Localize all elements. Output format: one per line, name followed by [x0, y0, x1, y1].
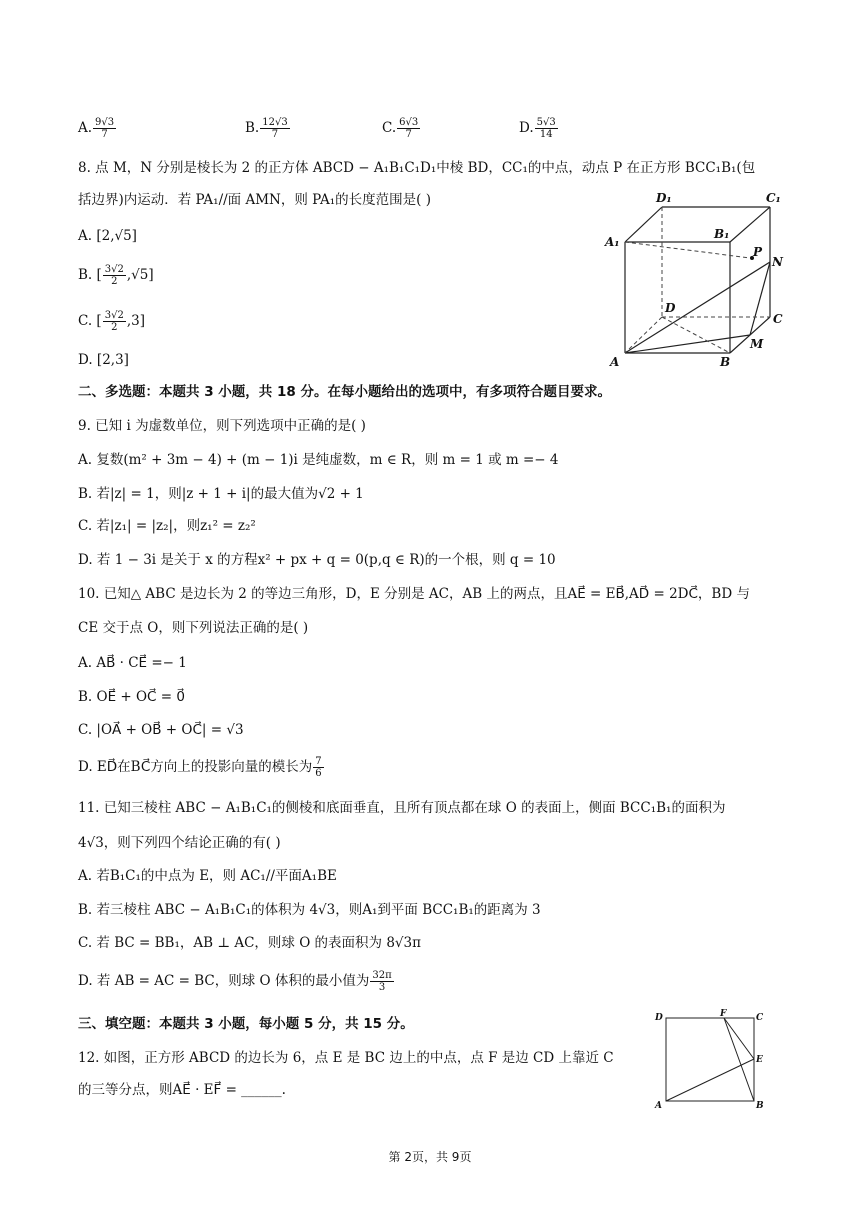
- q10-option-a: A. AB⃗ · CE⃗ =− 1: [78, 655, 187, 671]
- q7-options: [0, 113, 860, 147]
- denominator: 2: [111, 322, 118, 333]
- q7-option-d: [519, 113, 559, 143]
- q8-option-b: [78, 264, 154, 287]
- q11-option-a: A. 若B₁C₁的中点为 E，则 AC₁//平面A₁BE: [78, 868, 337, 884]
- q11-option-c: C. 若 BC = BB₁，AB ⊥ AC，则球 O 的表面积为 8√3π: [78, 935, 421, 951]
- numerator: 12√3: [262, 117, 288, 128]
- q9-option-d: D. 若 1 − 3i 是关于 x 的方程x² + px + q = 0(p,q ∈ R)的一个根，则 q = 10: [78, 552, 556, 568]
- option-suffix: ,3]: [126, 313, 145, 329]
- hidden-edge: [625, 317, 662, 353]
- fraction: [535, 117, 558, 140]
- option-text: D. 若 AB = AC = BC，则球 O 体积的最小值为: [78, 973, 370, 989]
- q10-stem-line2: CE 交于点 O，则下列说法正确的是( ): [78, 620, 309, 636]
- q9-option-a: A. 复数(m² + 3m − 4) + (m − 1)i 是纯虚数，m ∈ R，则 m = 1 或 m =− 4: [78, 452, 559, 468]
- label-c1: C₁: [766, 191, 781, 205]
- label-p: P: [753, 245, 763, 259]
- q8-option-a: A. [2,√5]: [78, 228, 137, 244]
- option-letter: D.: [519, 120, 534, 136]
- q9-stem: 9. 已知 i 为虚数单位，则下列选项中正确的是( ): [78, 418, 366, 434]
- q11-stem-line2: 4√3，则下列四个结论正确的有( ): [78, 835, 281, 851]
- label-m: M: [750, 337, 764, 351]
- numerator: 3√2: [104, 264, 124, 275]
- line-am: [625, 335, 750, 353]
- q8-stem-line2: 括边界)内运动．若 PA₁//面 AMN，则 PA₁的长度范围是( ): [78, 192, 431, 208]
- page-footer: 第 2页，共 9页: [388, 1150, 472, 1164]
- fraction: [93, 117, 116, 140]
- q7-option-b: [245, 113, 291, 143]
- label-d1: D₁: [656, 191, 672, 205]
- numerator: 5√3: [536, 117, 556, 128]
- label-b1: B₁: [714, 227, 730, 241]
- edge: [730, 207, 770, 242]
- fraction: [103, 264, 126, 287]
- label-d: D: [655, 1013, 663, 1023]
- square-abcd: [666, 1018, 754, 1101]
- option-suffix: ,√5]: [126, 267, 154, 283]
- q11-option-d: [78, 970, 395, 993]
- line-an: [625, 262, 770, 353]
- q11-option-b: B. 若三棱柱 ABC − A₁B₁C₁的体积为 4√3，则A₁到平面 BCC₁B₁的距离为 3: [78, 902, 541, 918]
- denominator: 6: [315, 768, 322, 779]
- label-f: F: [720, 1009, 727, 1019]
- denominator: 7: [405, 129, 412, 140]
- label-c: C: [773, 312, 783, 326]
- section3-heading: 三、填空题：本题共 3 小题，每小题 5 分，共 15 分。: [78, 1016, 414, 1032]
- segment-fb: [724, 1018, 754, 1101]
- line-pa1: [625, 242, 750, 258]
- fraction: [260, 117, 289, 140]
- q7-option-c: [382, 113, 421, 143]
- q8-option-c: [78, 310, 145, 333]
- denominator: 14: [539, 129, 553, 140]
- cube-figure: [600, 190, 800, 370]
- label-c: C: [756, 1013, 764, 1023]
- fraction: [313, 756, 323, 779]
- option-letter: C.: [382, 120, 397, 136]
- label-e: E: [756, 1055, 763, 1065]
- label-a: A: [655, 1101, 662, 1110]
- numerator: 3√2: [104, 310, 124, 321]
- numerator: 7: [315, 756, 322, 767]
- label-n: N: [772, 255, 783, 269]
- q9-option-b: B. 若|z| = 1，则|z + 1 + i|的最大值为√2 + 1: [78, 486, 364, 502]
- label-d: D: [665, 301, 676, 315]
- numerator: 6√3: [399, 117, 419, 128]
- fraction: [397, 117, 420, 140]
- q9-option-c: C. 若|z₁| = |z₂|，则z₁² = z₂²: [78, 518, 256, 534]
- option-text: D. ED⃗在BC⃗方向上的投影向量的模长为: [78, 759, 313, 775]
- option-prefix: C. [: [78, 313, 102, 329]
- section2-heading: 二、多选题：本题共 3 小题，共 18 分。在每小题给出的选项中，有多项符合题目要求。: [78, 384, 611, 400]
- denominator: 2: [111, 276, 118, 287]
- denominator: 7: [271, 129, 279, 140]
- q11-stem-line1: 11. 已知三棱柱 ABC − A₁B₁C₁的侧棱和底面垂直，且所有顶点都在球 O 的表面上，侧面 BCC₁B₁的面积为: [78, 800, 726, 816]
- denominator: 7: [101, 129, 108, 140]
- q10-stem-line1: 10. 已知△ ABC 是边长为 2 的等边三角形，D，E 分别是 AC，AB 上的两点，且AE⃗ = EB⃗,AD⃗ = 2DC⃗，BD 与: [78, 586, 750, 602]
- q12-line1: 12. 如图，正方形 ABCD 的边长为 6，点 E 是 BC 边上的中点，点 F 是边 CD 上靠近 C: [78, 1050, 614, 1066]
- hidden-diagonal-bd: [662, 317, 730, 353]
- q10-option-c: C. |OA⃗ + OB⃗ + OC⃗| = √3: [78, 722, 244, 738]
- numerator: 32π: [372, 970, 392, 981]
- q10-option-b: B. OE⃗ + OC⃗ = 0⃗: [78, 689, 185, 705]
- q8-stem-line1: 8. 点 M，N 分别是棱长为 2 的正方体 ABCD − A₁B₁C₁D₁中棱 BD，CC₁的中点，动点 P 在正方形 BCC₁B₁(包: [78, 160, 756, 176]
- fraction: [103, 310, 126, 333]
- option-letter: A.: [78, 120, 93, 136]
- segment-ef: [724, 1018, 754, 1059]
- label-a1: A₁: [605, 235, 620, 249]
- q7-option-a: [78, 113, 117, 143]
- option-prefix: B. [: [78, 267, 102, 283]
- square-figure: [652, 1008, 772, 1110]
- label-b: B: [756, 1101, 764, 1110]
- label-a: A: [610, 355, 620, 369]
- label-b: B: [720, 355, 731, 369]
- denominator: 3: [378, 982, 386, 993]
- q8-option-d: D. [2,3]: [78, 352, 129, 368]
- option-letter: B.: [245, 120, 260, 136]
- fraction: [370, 970, 393, 993]
- edge: [625, 207, 662, 242]
- q10-option-d: [78, 756, 325, 779]
- q12-line2: 的三等分点，则AE⃗ · EF⃗ = ______.: [78, 1082, 286, 1098]
- numerator: 9√3: [95, 117, 115, 128]
